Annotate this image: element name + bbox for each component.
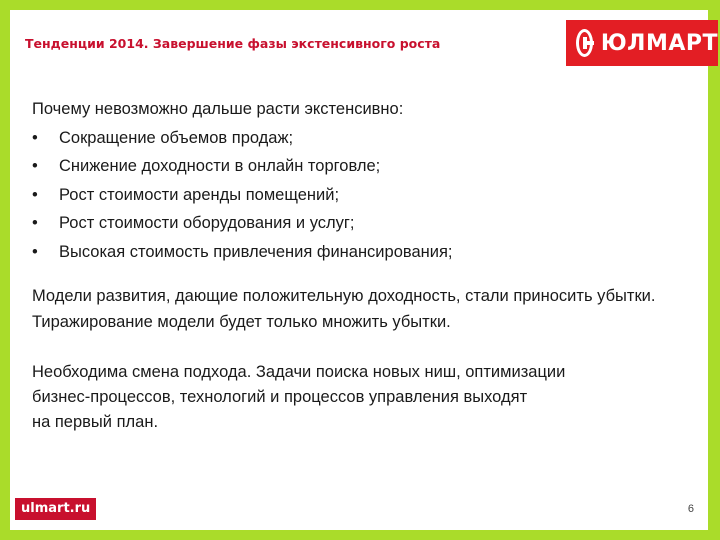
logo-text: ЮЛМАРТ bbox=[600, 30, 718, 56]
bullet-item: • Рост стоимости оборудования и услуг; bbox=[32, 209, 672, 238]
paragraph-models: Модели развития, дающие положительную доходность, стали приносить убытки. Тиражирование модели будет только множить убытки. bbox=[32, 287, 656, 331]
slide-content bbox=[32, 95, 672, 435]
intro-text: Почему невозможно дальше расти экстенсивно: bbox=[32, 100, 404, 118]
bullet-item: • Сокращение объемов продаж; bbox=[32, 124, 672, 153]
bullet-item: • Рост стоимости аренды помещений; bbox=[32, 181, 672, 210]
page-number: 6 bbox=[687, 503, 694, 515]
page-title: Тенденции 2014. Завершение фазы экстенсивного роста bbox=[25, 36, 441, 51]
ulmart-logo bbox=[566, 20, 718, 66]
site-badge[interactable]: ulmart.ru bbox=[15, 498, 96, 520]
slide bbox=[10, 10, 718, 530]
bullet-item: • Высокая стоимость привлечения финансирования; bbox=[32, 238, 672, 267]
ulmart-logo-mark-icon bbox=[576, 29, 593, 57]
bullet-item: • Снижение доходности в онлайн торговле; bbox=[32, 152, 672, 181]
paragraph-approach: Необходима смена подхода. Задачи поиска новых ниш, оптимизации бизнес-процессов, технологий и процессов управления выходят на первый план. bbox=[32, 363, 566, 431]
bullet-list bbox=[32, 124, 672, 267]
